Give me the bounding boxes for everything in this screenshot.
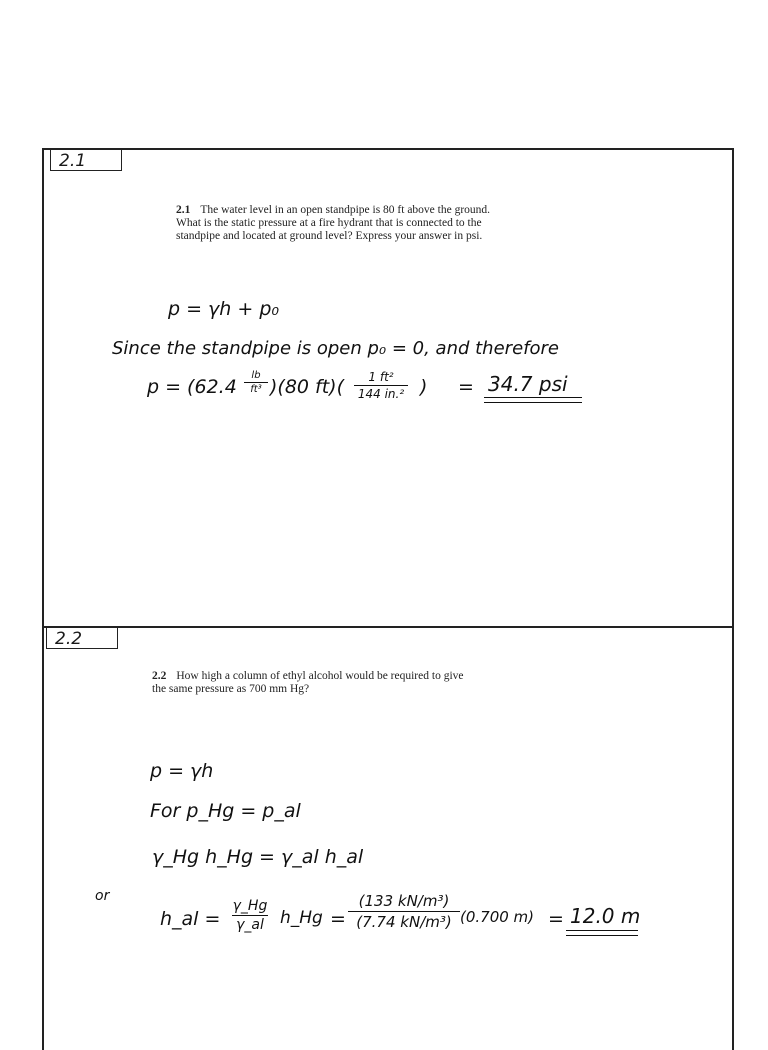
equation-pressure-mid: )(80 ft)( [270, 376, 345, 398]
equation-height-lhs: h_al = [160, 908, 221, 930]
fraction-denominator: (7.74 kN/m³) [356, 913, 452, 931]
fraction-bar [232, 915, 268, 916]
problem-tag-2-1: 2.1 [50, 149, 122, 171]
solution-line: Since the standpipe is open p₀ = 0, and therefore [112, 338, 559, 359]
conversion-numerator: 1 ft² [368, 370, 394, 384]
unit-numerator: lb [251, 370, 261, 381]
fraction-bar [348, 911, 460, 912]
equals-sign: = [548, 908, 564, 930]
problem-text: How high a column of ethyl alcohol would be required to give the same pressure as 700 mm Hg? [152, 670, 464, 695]
specific-weight-fraction [348, 892, 460, 931]
fraction-bar [244, 382, 268, 383]
unit-denominator: ft³ [250, 384, 262, 395]
equation-hydrostatic: p = γh + p₀ [168, 298, 280, 320]
answer-2-1: 34.7 psi [488, 372, 568, 396]
equation-close-paren: ) [420, 376, 428, 398]
specific-weight-ratio [232, 898, 268, 933]
problem-number: 2.1 [176, 204, 191, 216]
problem-statement-2-1 [176, 204, 498, 243]
answer-underline [566, 930, 638, 936]
problem-text: The water level in an open standpipe is 80 ft above the ground. What is the static pressure at a fire hydrant that is connected to the standpipe and located at ground level? Express your answer in psi. [176, 204, 491, 242]
problem-number: 2.2 [152, 670, 167, 682]
equation-pressure-lhs: p = (62.4 [147, 376, 237, 398]
fraction-bar [354, 385, 408, 386]
equals-sign: = [458, 376, 474, 398]
conversion-denominator: 144 in.² [357, 387, 405, 401]
ratio-numerator: γ_Hg [232, 898, 268, 914]
equation-specific-weight: γ_Hg h_Hg = γ_al h_al [152, 846, 364, 868]
equals-sign: = [330, 908, 346, 930]
or-label: or [95, 888, 110, 904]
mercury-column-height: (0.700 m) [460, 908, 535, 926]
equation-hydrostatic: p = γh [150, 760, 214, 782]
fraction-numerator: (133 kN/m³) [358, 892, 450, 910]
equation-pressure-equality: For p_Hg = p_al [150, 800, 301, 822]
conversion-fraction [354, 370, 408, 401]
ratio-denominator: γ_al [236, 917, 264, 933]
section-divider [42, 626, 732, 628]
mercury-height: h_Hg [280, 908, 323, 928]
answer-2-2: 12.0 m [570, 904, 641, 928]
answer-underline [484, 397, 582, 403]
problem-statement-2-2 [152, 670, 478, 696]
unit-fraction [244, 370, 268, 395]
problem-tag-2-2: 2.2 [46, 627, 118, 649]
